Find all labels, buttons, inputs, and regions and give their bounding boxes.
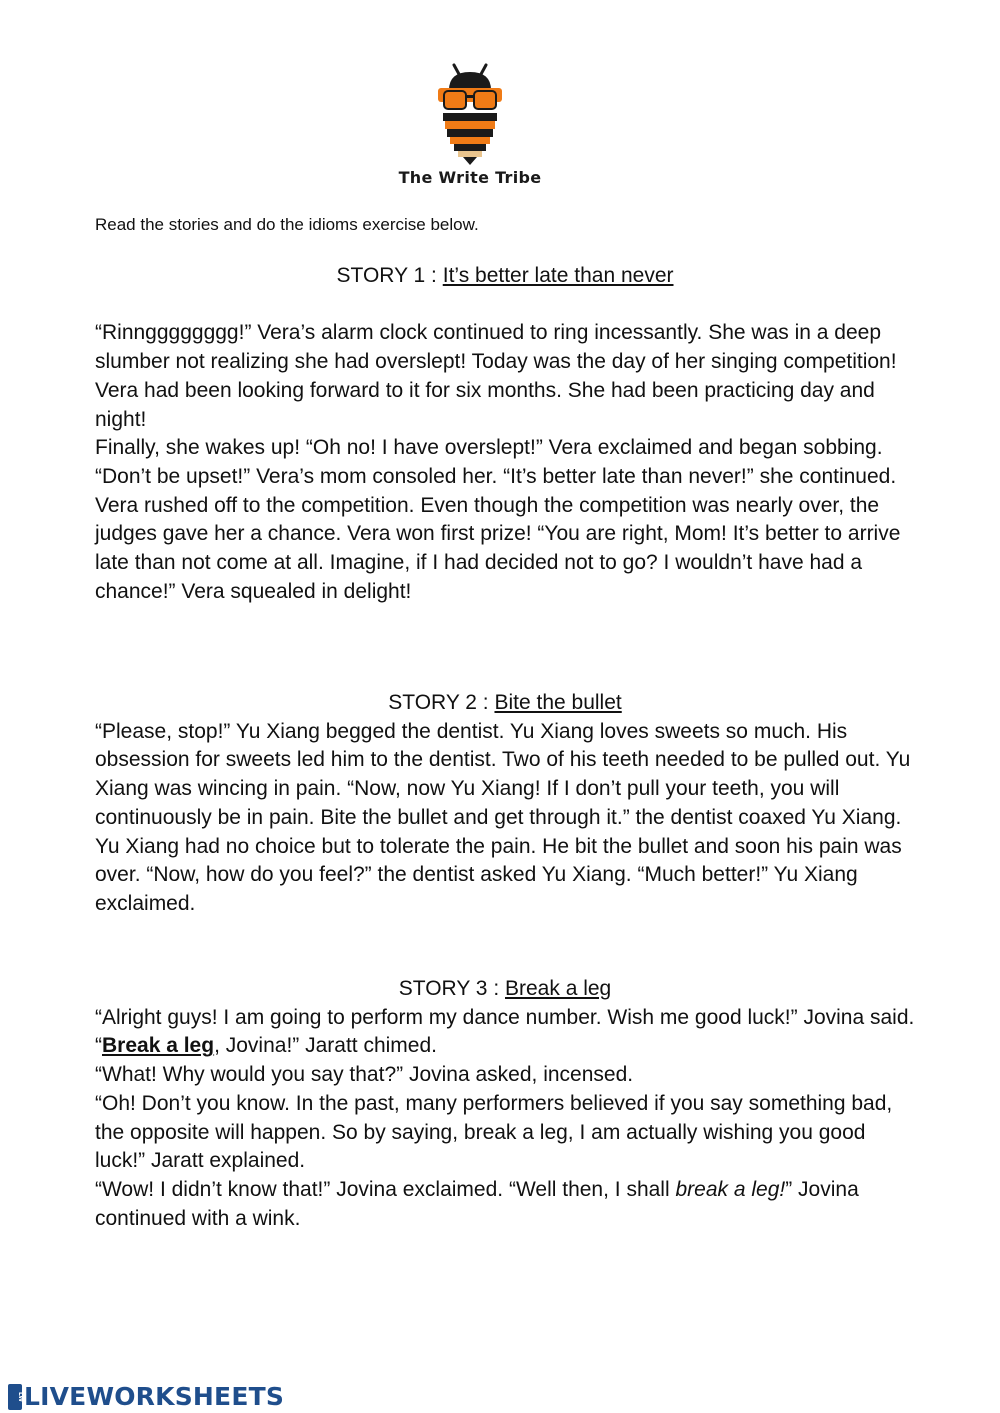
quote-open: “ xyxy=(95,1034,102,1058)
story-title xyxy=(95,262,915,291)
brand-name: The Write Tribe xyxy=(398,168,542,187)
liveworksheets-footer xyxy=(8,1382,284,1411)
story-2 xyxy=(95,689,915,919)
idiom-italic: break a leg! xyxy=(675,1177,786,1201)
story-idiom: It’s better late than never xyxy=(442,264,674,287)
story-label: STORY 3 : xyxy=(398,977,505,1000)
story-paragraph: Finally, she wakes up! “Oh no! I have overslept!” Vera exclaimed and began sobbing. “Don’t be upset!” Vera’s mom consoled her. “It’s better late than never!” she continued. Vera rushed off to the competition. Even though the competition was nearly over, the judges gave her a chance. Vera won first prize! “You are right, Mom! It’s better to arrive late than not come at all. Imagine, if I had decided not to go? I wouldn’t have had a chance!” Vera squealed in delight! xyxy=(95,436,901,603)
instructions-text: Read the stories and do the idioms exercise below. xyxy=(95,215,479,234)
story-label: STORY 1 : xyxy=(336,264,443,287)
story-paragraph: “Please, stop!” Yu Xiang begged the dentist. Yu Xiang loves sweets so much. His obsession for sweets led him to the dentist. Two of his teeth needed to be pulled out. Yu Xiang was wincing in pain. “Now, now Yu Xiang! If I don’t pull your teeth, you will continuously be in pain. Bite the bullet and get through it.” the dentist coaxed Yu Xiang. Yu Xiang had no choice but to tolerate the pain. He bit the bullet and soon his pain was over. “Now, how do you feel?” the dentist asked Yu Xiang. “Much better!” Yu Xiang exclaimed. xyxy=(95,719,911,915)
story-paragraph: “Alright guys! I am going to perform my dance number. Wish me good luck!” Jovina said. xyxy=(95,1005,915,1029)
story-label: STORY 2 : xyxy=(388,691,495,714)
story-paragraph: “Oh! Don’t you know. In the past, many performers believed if you say something bad, the opposite will happen. So by saying, break a leg, I am actually wishing you good luck!” Jaratt explained. xyxy=(95,1091,893,1173)
paragraph-text: ” Jovina continued with a wink. xyxy=(95,1177,859,1230)
footer-brand: LIVEWORKSHEETS xyxy=(24,1382,285,1411)
story-paragraph xyxy=(95,1032,915,1061)
story-paragraph: “What! Why would you say that?” Jovina asked, incensed. xyxy=(95,1063,634,1087)
story-paragraph: “Rinngggggggg!” Vera’s alarm clock continued to ring incessantly. She was in a deep slumber not realizing she had overslept! Today was the day of her singing competition! Vera had been looking forward to it for six months. She had been practicing day and night! xyxy=(95,321,897,431)
paragraph-text: , Jovina!” Jaratt chimed. xyxy=(214,1034,437,1058)
bee-with-sunglasses-icon xyxy=(435,62,505,166)
story-title xyxy=(95,689,915,718)
story-3 xyxy=(95,975,915,1233)
story-title xyxy=(95,975,915,1004)
story-idiom: Bite the bullet xyxy=(494,691,622,714)
footer-badge: LW xyxy=(17,1391,24,1402)
liveworksheets-logo-icon xyxy=(8,1384,22,1410)
story-1 xyxy=(95,262,915,606)
story-paragraph xyxy=(95,1176,915,1233)
story-idiom: Break a leg xyxy=(505,977,612,1000)
idiom-highlight: Break a leg xyxy=(102,1034,215,1058)
paragraph-text: “Wow! I didn’t know that!” Jovina exclaimed. “Well then, I shall xyxy=(95,1177,676,1201)
header-logo xyxy=(386,62,554,187)
